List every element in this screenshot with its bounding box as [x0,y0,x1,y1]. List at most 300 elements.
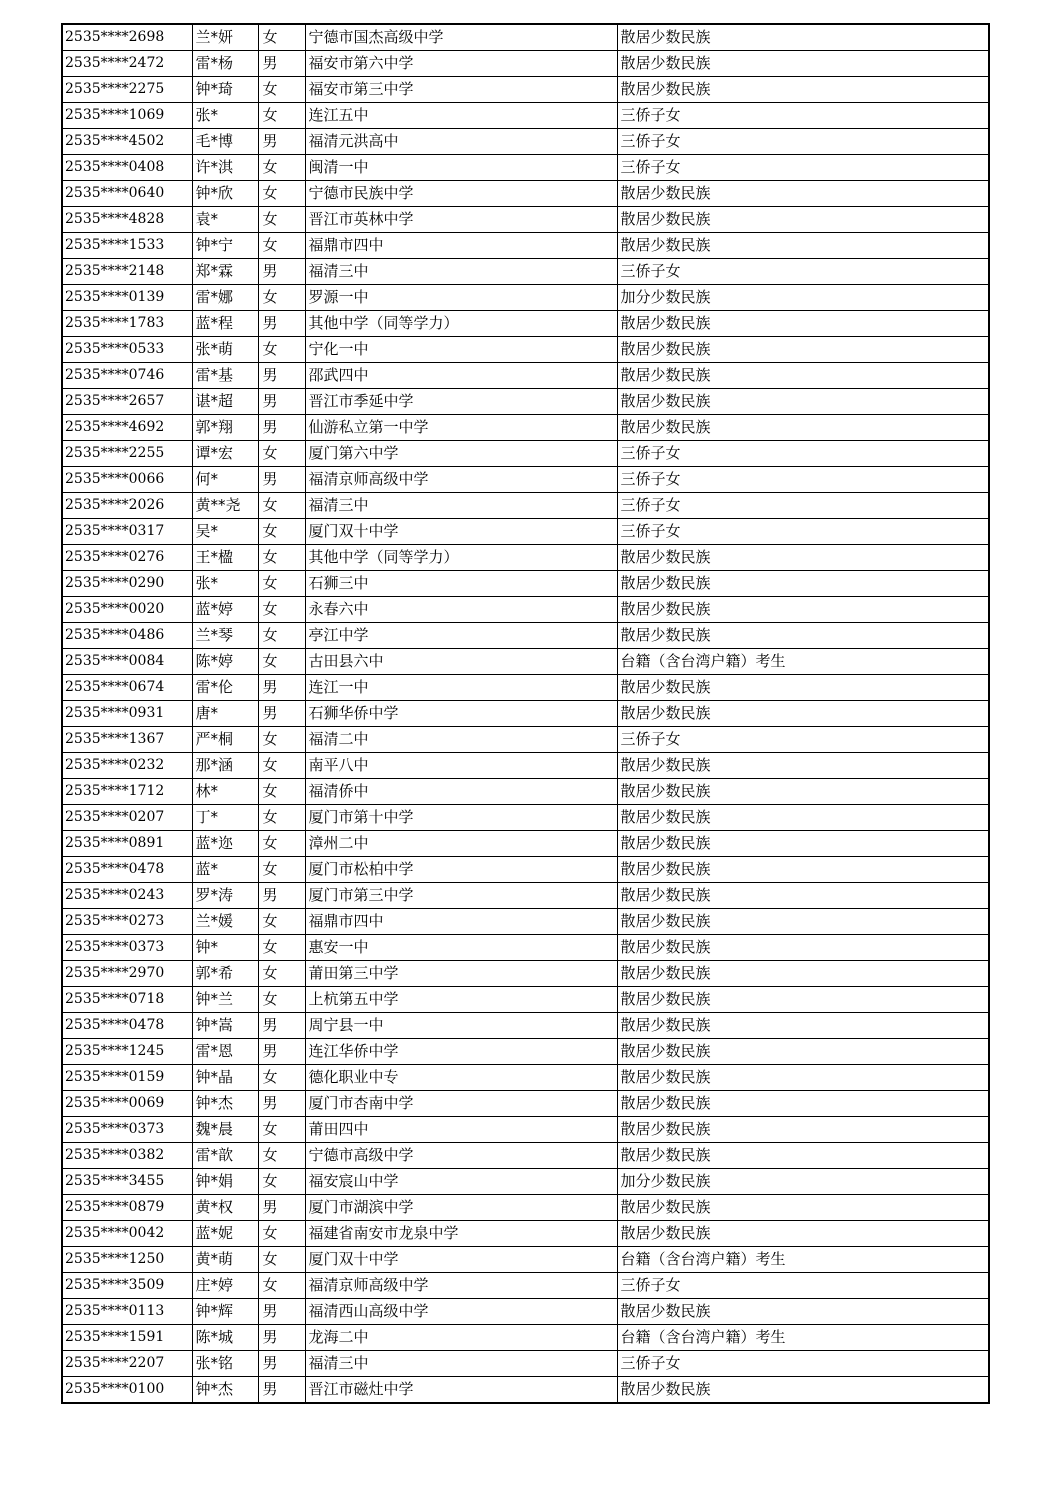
gender-cell: 女 [258,597,305,623]
candidate-id-cell: 2535****0640 [62,181,192,207]
candidate-id-cell: 2535****0373 [62,1117,192,1143]
candidate-id-cell: 2535****0317 [62,519,192,545]
name-cell: 雷*伦 [192,675,258,701]
school-cell: 福安市第六中学 [305,51,617,77]
school-cell: 福建省南安市龙泉中学 [305,1221,617,1247]
candidate-id-cell: 2535****0069 [62,1091,192,1117]
name-cell: 钟*兰 [192,987,258,1013]
category-cell: 散居少数民族 [617,24,989,51]
name-cell: 钟*辉 [192,1299,258,1325]
school-cell: 福清侨中 [305,779,617,805]
table-row [62,1117,989,1143]
gender-cell: 女 [258,285,305,311]
candidate-id-cell: 2535****0042 [62,1221,192,1247]
table-row [62,24,989,51]
category-cell: 散居少数民族 [617,1039,989,1065]
name-cell: 黄*权 [192,1195,258,1221]
name-cell: 蓝*婷 [192,597,258,623]
gender-cell: 女 [258,649,305,675]
gender-cell: 女 [258,623,305,649]
name-cell: 庄*婷 [192,1273,258,1299]
gender-cell: 女 [258,207,305,233]
candidate-id-cell: 2535****0879 [62,1195,192,1221]
candidate-id-cell: 2535****0746 [62,363,192,389]
school-cell: 厦门市第三中学 [305,883,617,909]
table-row [62,233,989,259]
gender-cell: 男 [258,389,305,415]
table-row [62,77,989,103]
roster-body [62,24,989,1403]
table-row [62,597,989,623]
name-cell: 雷*杨 [192,51,258,77]
table-row [62,51,989,77]
category-cell: 散居少数民族 [617,909,989,935]
name-cell: 雷*基 [192,363,258,389]
category-cell: 散居少数民族 [617,1299,989,1325]
gender-cell: 女 [258,493,305,519]
candidate-id-cell: 2535****0290 [62,571,192,597]
table-row [62,909,989,935]
gender-cell: 女 [258,909,305,935]
name-cell: 钟*娟 [192,1169,258,1195]
name-cell: 王*楹 [192,545,258,571]
candidate-id-cell: 2535****0533 [62,337,192,363]
name-cell: 郑*霖 [192,259,258,285]
name-cell: 魏*晨 [192,1117,258,1143]
name-cell: 钟*宁 [192,233,258,259]
name-cell: 兰*琴 [192,623,258,649]
table-row [62,1065,989,1091]
category-cell: 散居少数民族 [617,1117,989,1143]
gender-cell: 女 [258,1273,305,1299]
table-row [62,363,989,389]
gender-cell: 男 [258,363,305,389]
candidate-id-cell: 2535****0113 [62,1299,192,1325]
gender-cell: 女 [258,753,305,779]
candidate-id-cell: 2535****0408 [62,155,192,181]
gender-cell: 男 [258,701,305,727]
candidate-id-cell: 2535****2698 [62,24,192,51]
school-cell: 晋江市英林中学 [305,207,617,233]
school-cell: 福清京师高级中学 [305,467,617,493]
name-cell: 黄*萌 [192,1247,258,1273]
candidate-id-cell: 2535****2657 [62,389,192,415]
table-row [62,649,989,675]
name-cell: 钟*欣 [192,181,258,207]
candidate-id-cell: 2535****0674 [62,675,192,701]
gender-cell: 男 [258,1377,305,1404]
category-cell: 散居少数民族 [617,415,989,441]
school-cell: 其他中学（同等学力） [305,545,617,571]
category-cell: 散居少数民族 [617,623,989,649]
category-cell: 散居少数民族 [617,701,989,727]
table-row [62,1169,989,1195]
school-cell: 罗源一中 [305,285,617,311]
category-cell: 散居少数民族 [617,571,989,597]
category-cell: 台籍（含台湾户籍）考生 [617,1247,989,1273]
category-cell: 加分少数民族 [617,1169,989,1195]
table-row [62,1273,989,1299]
school-cell: 仙游私立第一中学 [305,415,617,441]
candidate-id-cell: 2535****1367 [62,727,192,753]
table-row [62,1039,989,1065]
table-row [62,779,989,805]
school-cell: 连江华侨中学 [305,1039,617,1065]
candidate-id-cell: 2535****0891 [62,831,192,857]
category-cell: 台籍（含台湾户籍）考生 [617,1325,989,1351]
gender-cell: 女 [258,1247,305,1273]
table-row [62,1091,989,1117]
candidate-id-cell: 2535****2970 [62,961,192,987]
candidate-id-cell: 2535****0139 [62,285,192,311]
gender-cell: 女 [258,779,305,805]
category-cell: 散居少数民族 [617,779,989,805]
category-cell: 三侨子女 [617,129,989,155]
school-cell: 宁德市高级中学 [305,1143,617,1169]
gender-cell: 男 [258,1325,305,1351]
table-row [62,727,989,753]
gender-cell: 女 [258,571,305,597]
gender-cell: 男 [258,1039,305,1065]
table-row [62,129,989,155]
gender-cell: 女 [258,805,305,831]
name-cell: 许*淇 [192,155,258,181]
category-cell: 散居少数民族 [617,831,989,857]
school-cell: 厦门双十中学 [305,519,617,545]
candidate-id-cell: 2535****4692 [62,415,192,441]
name-cell: 郭*希 [192,961,258,987]
name-cell: 严*桐 [192,727,258,753]
name-cell: 那*涵 [192,753,258,779]
school-cell: 周宁县一中 [305,1013,617,1039]
school-cell: 其他中学（同等学力） [305,311,617,337]
category-cell: 加分少数民族 [617,285,989,311]
gender-cell: 女 [258,831,305,857]
table-row [62,623,989,649]
gender-cell: 女 [258,1221,305,1247]
category-cell: 三侨子女 [617,493,989,519]
name-cell: 兰*媛 [192,909,258,935]
category-cell: 散居少数民族 [617,363,989,389]
category-cell: 散居少数民族 [617,675,989,701]
table-row [62,571,989,597]
school-cell: 上杭第五中学 [305,987,617,1013]
category-cell: 散居少数民族 [617,597,989,623]
category-cell: 散居少数民族 [617,961,989,987]
table-row [62,389,989,415]
candidate-id-cell: 2535****0020 [62,597,192,623]
name-cell: 蓝* [192,857,258,883]
category-cell: 三侨子女 [617,441,989,467]
category-cell: 散居少数民族 [617,207,989,233]
school-cell: 福清三中 [305,259,617,285]
candidate-id-cell: 2535****2148 [62,259,192,285]
name-cell: 蓝*程 [192,311,258,337]
table-row [62,961,989,987]
gender-cell: 女 [258,155,305,181]
school-cell: 晋江市季延中学 [305,389,617,415]
candidate-id-cell: 2535****1712 [62,779,192,805]
table-row [62,675,989,701]
school-cell: 福清二中 [305,727,617,753]
name-cell: 雷*恩 [192,1039,258,1065]
name-cell: 钟* [192,935,258,961]
school-cell: 闽清一中 [305,155,617,181]
table-row [62,1299,989,1325]
school-cell: 福鼎市四中 [305,909,617,935]
table-row [62,441,989,467]
name-cell: 陈*婷 [192,649,258,675]
category-cell: 散居少数民族 [617,77,989,103]
school-cell: 古田县六中 [305,649,617,675]
name-cell: 蓝*妮 [192,1221,258,1247]
school-cell: 福清京师高级中学 [305,1273,617,1299]
name-cell: 谌*超 [192,389,258,415]
school-cell: 福清三中 [305,1351,617,1377]
candidate-id-cell: 2535****2207 [62,1351,192,1377]
school-cell: 石狮三中 [305,571,617,597]
gender-cell: 男 [258,675,305,701]
table-row [62,181,989,207]
table-row [62,415,989,441]
category-cell: 散居少数民族 [617,753,989,779]
school-cell: 漳州二中 [305,831,617,857]
category-cell: 三侨子女 [617,259,989,285]
name-cell: 张* [192,571,258,597]
table-row [62,311,989,337]
candidate-id-cell: 2535****1069 [62,103,192,129]
gender-cell: 男 [258,467,305,493]
category-cell: 散居少数民族 [617,337,989,363]
table-row [62,987,989,1013]
school-cell: 惠安一中 [305,935,617,961]
category-cell: 三侨子女 [617,155,989,181]
school-cell: 厦门第六中学 [305,441,617,467]
category-cell: 散居少数民族 [617,1195,989,1221]
name-cell: 林* [192,779,258,805]
candidate-id-cell: 2535****0159 [62,1065,192,1091]
candidate-id-cell: 2535****0486 [62,623,192,649]
school-cell: 石狮华侨中学 [305,701,617,727]
category-cell: 散居少数民族 [617,389,989,415]
candidate-id-cell: 2535****0931 [62,701,192,727]
school-cell: 永春六中 [305,597,617,623]
name-cell: 蓝*迩 [192,831,258,857]
category-cell: 散居少数民族 [617,233,989,259]
gender-cell: 女 [258,857,305,883]
gender-cell: 女 [258,1169,305,1195]
gender-cell: 男 [258,415,305,441]
category-cell: 三侨子女 [617,1351,989,1377]
table-row [62,1195,989,1221]
name-cell: 吴* [192,519,258,545]
table-row [62,805,989,831]
school-cell: 宁化一中 [305,337,617,363]
gender-cell: 女 [258,961,305,987]
candidate-id-cell: 2535****0478 [62,857,192,883]
category-cell: 散居少数民族 [617,1065,989,1091]
candidate-id-cell: 2535****0382 [62,1143,192,1169]
candidate-id-cell: 2535****3455 [62,1169,192,1195]
name-cell: 张*萌 [192,337,258,363]
gender-cell: 女 [258,987,305,1013]
table-row [62,545,989,571]
candidate-id-cell: 2535****4502 [62,129,192,155]
gender-cell: 男 [258,1299,305,1325]
table-row [62,883,989,909]
gender-cell: 女 [258,1065,305,1091]
candidate-id-cell: 2535****4828 [62,207,192,233]
school-cell: 福安市第三中学 [305,77,617,103]
roster-sheet [61,23,988,1404]
name-cell: 郭*翔 [192,415,258,441]
category-cell: 散居少数民族 [617,181,989,207]
candidate-id-cell: 2535****0243 [62,883,192,909]
school-cell: 厦门市杏南中学 [305,1091,617,1117]
name-cell: 毛*博 [192,129,258,155]
candidate-id-cell: 2535****0273 [62,909,192,935]
school-cell: 宁德市国杰高级中学 [305,24,617,51]
school-cell: 邵武四中 [305,363,617,389]
gender-cell: 男 [258,1195,305,1221]
gender-cell: 女 [258,545,305,571]
table-row [62,701,989,727]
name-cell: 钟*琦 [192,77,258,103]
name-cell: 钟*晶 [192,1065,258,1091]
table-row [62,831,989,857]
gender-cell: 女 [258,1143,305,1169]
candidate-id-cell: 2535****0207 [62,805,192,831]
school-cell: 厦门市松柏中学 [305,857,617,883]
candidate-id-cell: 2535****1591 [62,1325,192,1351]
table-row [62,1351,989,1377]
candidate-id-cell: 2535****2472 [62,51,192,77]
name-cell: 陈*城 [192,1325,258,1351]
name-cell: 唐* [192,701,258,727]
gender-cell: 男 [258,129,305,155]
school-cell: 福鼎市四中 [305,233,617,259]
category-cell: 三侨子女 [617,727,989,753]
category-cell: 三侨子女 [617,519,989,545]
gender-cell: 女 [258,441,305,467]
category-cell: 散居少数民族 [617,51,989,77]
category-cell: 散居少数民族 [617,987,989,1013]
name-cell: 钟*杰 [192,1091,258,1117]
table-row [62,207,989,233]
school-cell: 福安宸山中学 [305,1169,617,1195]
gender-cell: 女 [258,935,305,961]
table-row [62,493,989,519]
roster-table [61,23,990,1404]
name-cell: 钟*杰 [192,1377,258,1404]
school-cell: 亭江中学 [305,623,617,649]
table-row [62,1013,989,1039]
candidate-id-cell: 2535****0478 [62,1013,192,1039]
category-cell: 散居少数民族 [617,311,989,337]
gender-cell: 女 [258,181,305,207]
school-cell: 连江一中 [305,675,617,701]
gender-cell: 男 [258,259,305,285]
gender-cell: 女 [258,77,305,103]
gender-cell: 男 [258,51,305,77]
table-row [62,337,989,363]
candidate-id-cell: 2535****0276 [62,545,192,571]
gender-cell: 男 [258,1091,305,1117]
school-cell: 厦门市第十中学 [305,805,617,831]
gender-cell: 女 [258,337,305,363]
category-cell: 散居少数民族 [617,1143,989,1169]
school-cell: 福清元洪高中 [305,129,617,155]
school-cell: 厦门双十中学 [305,1247,617,1273]
school-cell: 莆田四中 [305,1117,617,1143]
name-cell: 雷*歆 [192,1143,258,1169]
candidate-id-cell: 2535****1783 [62,311,192,337]
table-row [62,467,989,493]
category-cell: 散居少数民族 [617,1221,989,1247]
table-row [62,285,989,311]
category-cell: 散居少数民族 [617,857,989,883]
candidate-id-cell: 2535****0100 [62,1377,192,1404]
category-cell: 散居少数民族 [617,1377,989,1404]
table-row [62,935,989,961]
category-cell: 三侨子女 [617,1273,989,1299]
school-cell: 福清西山高级中学 [305,1299,617,1325]
table-row [62,155,989,181]
candidate-id-cell: 2535****0066 [62,467,192,493]
name-cell: 罗*涛 [192,883,258,909]
name-cell: 张* [192,103,258,129]
candidate-id-cell: 2535****0084 [62,649,192,675]
name-cell: 谭*宏 [192,441,258,467]
candidate-id-cell: 2535****2275 [62,77,192,103]
category-cell: 三侨子女 [617,103,989,129]
candidate-id-cell: 2535****0718 [62,987,192,1013]
gender-cell: 女 [258,1117,305,1143]
gender-cell: 男 [258,311,305,337]
category-cell: 散居少数民族 [617,545,989,571]
name-cell: 钟*嵩 [192,1013,258,1039]
candidate-id-cell: 2535****2255 [62,441,192,467]
table-row [62,259,989,285]
candidate-id-cell: 2535****1533 [62,233,192,259]
gender-cell: 男 [258,883,305,909]
category-cell: 散居少数民族 [617,1013,989,1039]
table-row [62,1143,989,1169]
table-row [62,857,989,883]
category-cell: 散居少数民族 [617,1091,989,1117]
category-cell: 散居少数民族 [617,883,989,909]
school-cell: 莆田第三中学 [305,961,617,987]
table-row [62,103,989,129]
name-cell: 张*铭 [192,1351,258,1377]
category-cell: 台籍（含台湾户籍）考生 [617,649,989,675]
candidate-id-cell: 2535****3509 [62,1273,192,1299]
gender-cell: 女 [258,519,305,545]
gender-cell: 女 [258,727,305,753]
school-cell: 南平八中 [305,753,617,779]
table-row [62,519,989,545]
category-cell: 散居少数民族 [617,935,989,961]
gender-cell: 女 [258,103,305,129]
gender-cell: 男 [258,1013,305,1039]
name-cell: 雷*娜 [192,285,258,311]
school-cell: 厦门市湖滨中学 [305,1195,617,1221]
school-cell: 宁德市民族中学 [305,181,617,207]
name-cell: 黄**尧 [192,493,258,519]
candidate-id-cell: 2535****1245 [62,1039,192,1065]
name-cell: 袁* [192,207,258,233]
category-cell: 散居少数民族 [617,805,989,831]
